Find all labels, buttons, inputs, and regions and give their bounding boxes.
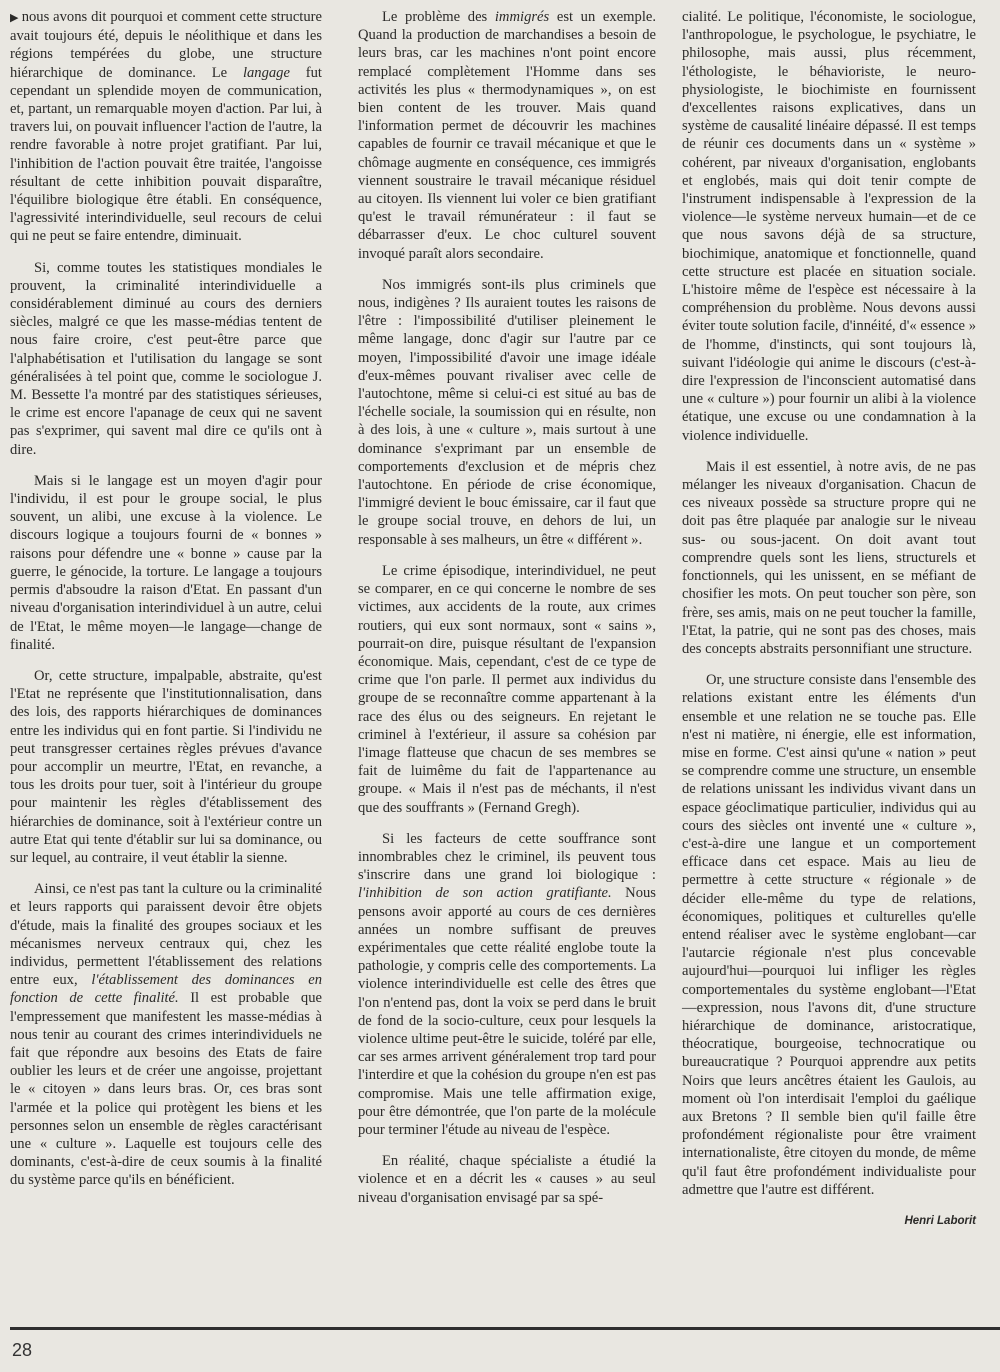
paragraph: cialité. Le politique, l'économiste, le sociologue, l'anthropologue, le psychologue, le psychiatre, le philosophe, mais aussi, plus récemment, l'éthologiste, le béhavioriste, le neuro-physiologiste, le biochimiste en fournissent d'excellentes raisons explicatives, dans un système de causalité linéaire dépassé. Il est temps de réunir ces documents dans un « système » cohérent, par niveaux d'organisation, englobants et englobés, mais qui doit tenir compte de l'instrument indispensable à l'expression de la violence—le système nerveux humain—et de ce que nous savons déjà de sa structure, biochimique, anatomique et fonctionnelle, quand cette structure est placée en situation sociale. L'histoire même de l'espèce est nécessaire à la compréhension du problème. Nous devons aussi éviter toute solution facile, d'innéité, d'« essence » de l'homme, d'instincts, qui sont toujours là, suivant l'idéologie qui anime le discours (c'est-à-dire l'expression de l'inconscient automatisé dans une « culture ») pour fournir un alibi à la violence étatique, une excuse ou une condamnation à la violence individuelle. [682,9,976,444]
paragraph: En réalité, chaque spécialiste a étudié la violence et en a décrit les « causes » au seul niveau d'organisation envisagé par sa spé- [358,1153,656,1206]
paragraph: Mais si le langage est un moyen d'agir pour l'individu, il est pour le groupe social, le plus souvent, un alibi, une excuse à la violence. Le discours logique a toujours fourni de « bonnes » raisons pour défendre une « bonne » cause par la guerre, le génocide, la torture. Le langage a toujours permis d'absoudre la raison d'Etat. En passant d'un niveau d'organisation interindividuel à un autre, celui de l'Etat, le même moyen—le langage—change de finalité. [10,472,322,653]
paragraph: Si, comme toutes les statistiques mondiales le prouvent, la criminalité interindividuelle a considérablement diminué au cours des derniers siècles, malgré ce que les masse-médias tentent de nous faire croire, c'est peut-être parce que l'alphabétisation et l'utilisation du langage se sont généralisées à tel point que, comme le sociologue J. M. Bessette l'a montré par des statistiques sérieuses, le crime est encore l'apanage de ceux qui ne savent pas s'exprimer, qui savent mal dire ce qu'ils ont à dire. [10,259,322,458]
paragraph: Or, cette structure, impalpable, abstraite, qu'est l'Etat ne représente que l'institutionnalisation, dans des lois, des rapports hiérarchiques de dominances entre les individus qui en font partie. Si l'individu ne peut transgresser certaines règles prévues d'avance pour accomplir un meurtre, l'Etat, en revanche, a tous les droits pour tuer, soit à l'intérieur du groupe pour maintenir les règles d'établissement des hiérarchies de dominance, soit à l'extérieur contre un autre Etat qui tente d'établir sur lui sa dominance, ou sur lequel, au contraire, il veut établir la sienne. [10,667,322,866]
column-3 [682,8,976,1230]
paragraph: Or, une structure consiste dans l'ensemble des relations existant entre les éléments d'un ensemble et une relation ne se touche pas. Elle n'est ni matière, ni énergie, elle est information, mise en forme. C'est ainsi qu'une « nation » peut se comprendre comme une structure, un ensemble de relations unissant les individus vivant dans un espace géoclimatique particulier, individus qui au cours des siècles ont inventé une « culture », c'est-à-dire une langue et un comportement efficace dans cet espace. Mais au lieu de permettre à cette structure « régionale » de décider elle-même du type de relations, économiques, politiques et culturelles qu'elle entend réaliser avec le système englobant—car l'autarcie régionale n'est plus concevable aujourd'hui—pourquoi lui infliger les règles comportementales du système englobant—l'Etat—expression, nous l'avons dit, d'une structure hiérarchique de dominance, aristocratique, théocratique, bourgeoise, technocratique ou bureaucratique ? Pourquoi apprendre aux petits Noirs que leurs ancêtres étaient les Gaulois, au moment où l'on interdisait l'emploi du gaélique aux Bretons ? Il semble bien qu'il faille être profondément régionaliste pour être vraiment internationaliste, être citoyen du monde, de même qu'il faut être profondément individualiste pour admettre que l'autre est différent. [682,672,976,1198]
footer-rule [10,1327,1000,1330]
paragraph: Le crime épisodique, interindividuel, ne peut se comparer, en ce qui concerne le nombre de ses victimes, aux accidents de la route, aux crimes routiers, qui eux sont normaux, sont « sains », pourrait-on dire, puisque résultant de l'expansion économique. Mais, cependant, c'est de ce type de crime que l'on parle. Il permet aux individus du groupe de se reconnaître comme appartenant à la race des élus ou des seigneurs. En rejetant le criminel à l'extérieur, il assure sa cohésion par l'image flatteuse que chacun de ses membres se fait de luimême du fait de l'appartenance au groupe. « Mais il n'est pas de méchants, il n'est que des souffrants » (Fernand Gregh). [358,562,656,816]
paragraph: ▶ nous avons dit pourquoi et comment cette structure avait toujours été, depuis le néolithique et dans les régions tempérées du globe, une structure hiérarchique de dominance. Le langage fut cependant un splendide moyen de communication, et, partant, un remarquable moyen d'action. Par lui, à travers lui, on pouvait influencer l'action de l'autre, la rendre favorable à notre projet gratifiant. Par lui, l'inhibition de l'action pouvait être traitée, l'angoisse résultant de cette inhibition pouvait disparaître, l'équilibre biologique être établi. En conséquence, l'agressivité interindividuelle, seul recours de celui qui ne peut se faire entendre, diminuait. [10,9,322,245]
continuation-arrow-icon: ▶ [10,12,19,24]
page-number: 28 [12,1340,33,1360]
column-1 [10,8,322,1203]
paragraph: Ainsi, ce n'est pas tant la culture ou la criminalité et leurs rapports qui paraissent devoir être objets d'étude, mais la finalité des groupes sociaux et les mécanismes nerveux centraux qui, chez les individus, permettent l'établissement des relations entre eux, l'établissement des dominances en fonction de cette finalité. Il est probable que l'empressement que manifestent les masse-médias à nous tenir au courant des crimes interindividuels ne fait que répondre aux besoins des Etats de faire oublier les leurs et de créer une angoisse, projettant le « citoyen » dans leurs bras. Or, ces bras sont l'armée et la police qui protègent les biens et les personnes selon un ensemble de règles caractérisant une « culture ». Laquelle est toujours celle des dominants, c'est-à-dire de ceux soumis à la finalité du système parce qu'ils en bénéficient. [10,881,322,1189]
paragraph: Nos immigrés sont-ils plus criminels que nous, indigènes ? Ils auraient toutes les raisons de l'être : l'impossibilité d'utiliser pleinement le même langage, donc d'agir sur l'autre par ce moyen, l'impossibilité d'avoir une image idéale d'eux-mêmes pouvant rivaliser avec celle de l'autochtone, même si celui-ci est situé au bas de l'échelle sociale, la soumission qui en résulte, non à des lois, à une « culture », mais surtout à une dominance s'exprimant par un ensemble de comportements d'exclusion et de mépris chez l'autochtone. En période de crise économique, l'immigré devient le bouc émissaire, car il faut que le groupe social trouve, en dehors de lui, un responsable à ses malheurs, un être « différent ». [358,276,656,548]
paragraph: Mais il est essentiel, à notre avis, de ne pas mélanger les niveaux d'organisation. Chacun de ces niveaux possède sa structure propre qui ne doit pas être plaquée par analogie sur le niveau sus- ou sous-jacent. On doit avant tout comprendre quels sont les liens, structurels et fonctionnels, qui les unissent, en se méfiant de chosifier les mots. On peut toucher son père, son frère, ses amis, mais on ne peut toucher la famille, l'Etat, la patrie, qui ne sont pas des choses, mais des concepts abstraits personnifiant une structure. [682,458,976,657]
paragraph: Le problème des immigrés est un exemple. Quand la production de marchandises a besoin de leurs bras, car les machines n'ont point encore remplacé complètement l'Homme dans ses activités les plus « thermodynamiques », on est bien content de les trouver. Mais quand l'information permet de découvrir les machines capables de fournir ce travail mécanique et que le chômage augmente en conséquence, ces immigrés viennent soustraire le travail mécanique résiduel au citoyen. Ils viennent lui voler ce bien gratifiant qu'est le travail rémunérateur : il faut se débarrasser d'eux. Le choc culturel souvent invoqué paraît alors secondaire. [358,9,656,262]
author-signature: Henri Laborit [904,1215,976,1227]
column-2 [358,8,656,1220]
paragraph: Si les facteurs de cette souffrance sont innombrables chez le criminel, ils peuvent tous s'inscrire dans une grand loi biologique : l'inhibition de son action gratifiante. Nous pensons avoir apporté au cours de ces dernières années un nombre suffisant de preuves expérimentales que cette réalité englobe toute la pathologie, y compris celle des comportements. La violence interindividuelle est celle des êtres que l'on n'entend pas, dont la voix se perd dans le bruit de fond de la socio-culture, ceux pour lesquels la violence ultime peut-être le suicide, toléré par elle, car ses armes arrivent généralement trop tard pour l'interdire et que la cohésion du groupe n'en est pas compromise. Mais une telle affirmation exige, pour être démontrée, que l'on parte de la molécule pour terminer l'étude au niveau de l'espèce. [358,830,656,1138]
